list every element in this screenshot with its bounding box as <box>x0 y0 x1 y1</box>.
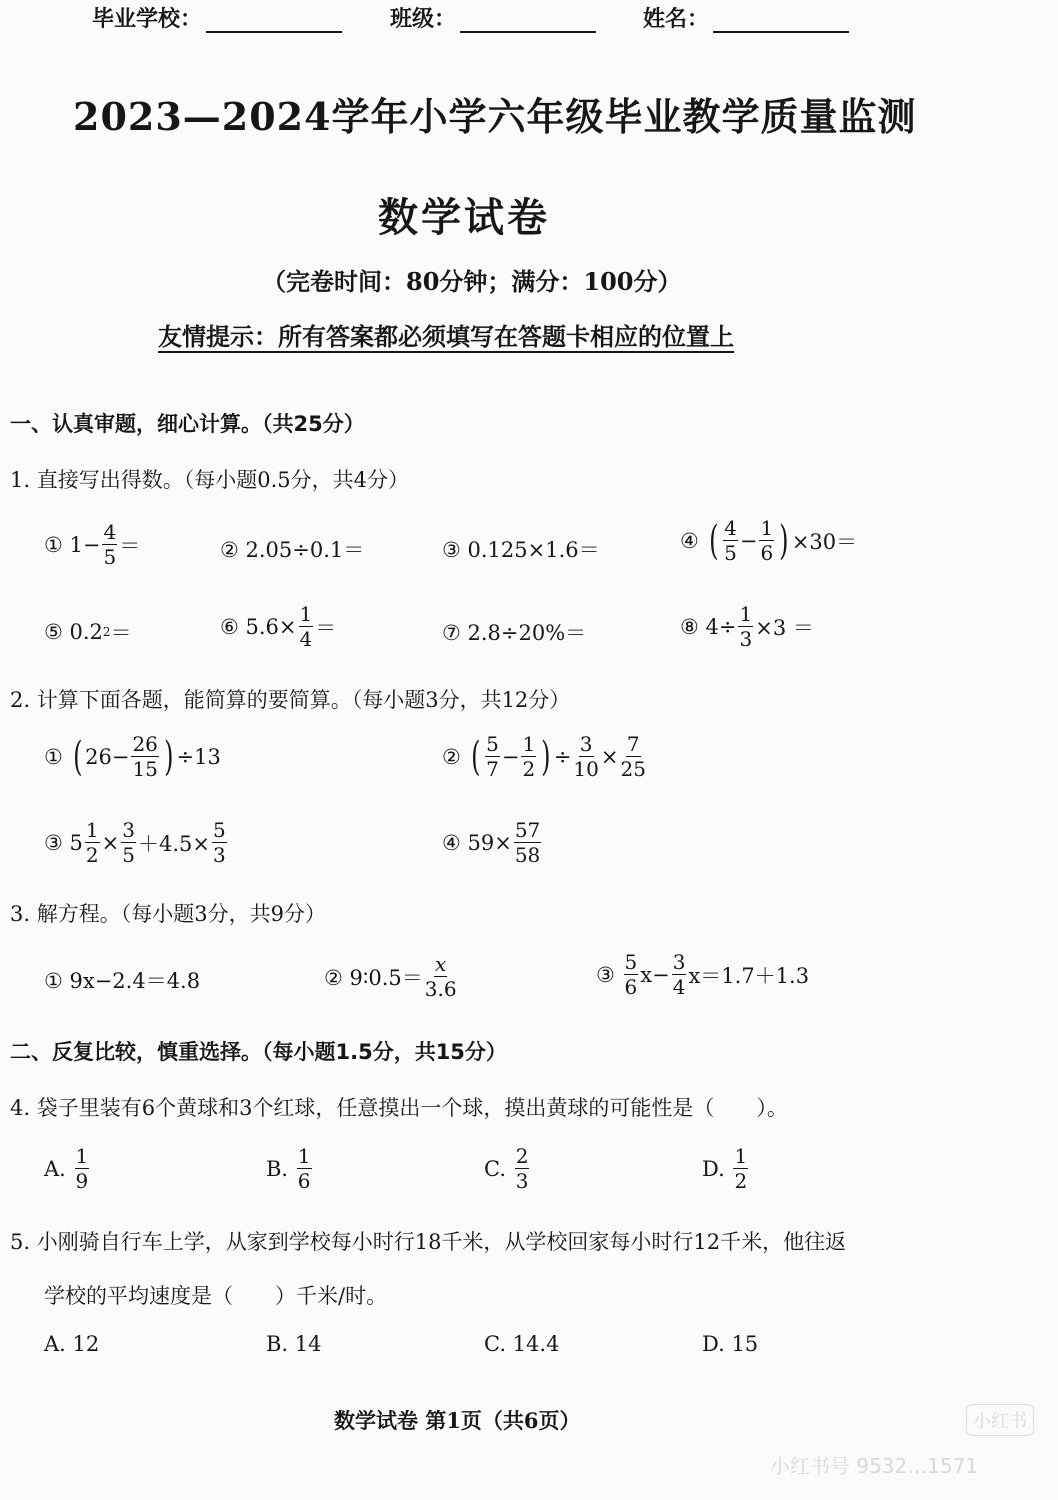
q1-item-4 <box>680 518 857 563</box>
fraction <box>759 518 774 563</box>
section1-heading: 一、认真审题，细心计算。（共25分） <box>10 412 365 436</box>
numerator: 1 <box>85 818 99 842</box>
item-mark: ⑥ <box>220 614 239 639</box>
left-paren: ( <box>72 733 83 780</box>
q5-option-a: A. 12 <box>44 1332 100 1356</box>
numerator: 1 <box>760 516 774 540</box>
q4-option-d <box>702 1146 750 1191</box>
school-blank <box>206 11 342 33</box>
fraction <box>672 952 687 997</box>
fraction <box>131 734 158 779</box>
fraction <box>425 954 457 999</box>
denominator: 4 <box>299 627 313 651</box>
numerator: 1 <box>522 732 536 756</box>
numerator: 1 <box>739 602 753 626</box>
fraction <box>514 820 541 865</box>
denominator: 10 <box>573 757 599 781</box>
item-text: ＝ <box>315 615 337 640</box>
q5-option-d: D. 15 <box>702 1332 759 1356</box>
fraction <box>75 1146 90 1191</box>
item-mark: ① <box>44 532 63 557</box>
q1-item-2: ② 2.05÷0.1＝ <box>220 538 365 562</box>
denominator: 6 <box>624 975 638 999</box>
denominator: 3 <box>212 843 226 867</box>
item-text: ×3 ＝ <box>755 615 814 640</box>
right-paren: ) <box>779 517 789 564</box>
name-blank <box>713 11 849 33</box>
item-text: 4÷ <box>705 614 737 639</box>
q5-stem-line1: 5. 小刚骑自行车上学，从家到学校每小时行18千米，从学校回家每小时行12千米，他往返 <box>10 1230 847 1254</box>
q5-stem-line2: 学校的平均速度是（ ）千米/时。 <box>44 1284 388 1308</box>
numerator: 3 <box>579 732 593 756</box>
q1-item-3: ③ 0.125×1.6＝ <box>442 538 600 562</box>
numerator: 7 <box>626 732 640 756</box>
numerator: 1 <box>75 1144 89 1168</box>
item-text: × <box>101 830 120 855</box>
item-mark: ① <box>44 744 63 769</box>
q3-item-1: ① 9x−2.4＝4.8 <box>44 969 201 993</box>
numerator: 3 <box>672 950 686 974</box>
watermark-badge: 小红书 <box>966 1404 1034 1436</box>
fraction <box>521 734 536 779</box>
fraction <box>102 522 117 567</box>
item-text: 1− <box>69 532 101 557</box>
denominator: 2 <box>734 1169 748 1193</box>
option-label: B. <box>266 1156 289 1181</box>
school-label: 毕业学校： <box>92 7 203 32</box>
item-mark: ④ <box>680 528 699 553</box>
fraction <box>723 518 738 563</box>
exponent: 2 <box>102 625 111 639</box>
denominator: 6 <box>760 541 774 565</box>
name-label: 姓名： <box>643 7 710 32</box>
class-field <box>390 2 596 33</box>
item-mark: ③ <box>596 962 615 987</box>
time-info: （完卷时间：80分钟；满分：100分） <box>262 267 682 296</box>
item-text: x− <box>640 962 670 987</box>
watermark-id: 小红书号 9532…1571 <box>770 1454 979 1478</box>
q2-item-4 <box>442 820 543 865</box>
numerator: 2 <box>515 1144 529 1168</box>
tip-text: 友情提示：所有答案都必须填写在答题卡相应的位置上 <box>158 322 734 351</box>
exam-title: 2023—2024学年小学六年级毕业教学质量监测 <box>73 94 917 139</box>
item-text: × <box>600 744 619 769</box>
denominator: 7 <box>486 757 499 781</box>
numerator: 1 <box>297 1144 311 1168</box>
denominator: 6 <box>297 1169 311 1193</box>
right-paren: ) <box>164 733 174 780</box>
numerator: x <box>435 952 447 976</box>
item-text: 5.6× <box>245 614 297 639</box>
denominator: 58 <box>514 843 541 867</box>
fraction <box>485 734 500 779</box>
numerator: 1 <box>734 1144 748 1168</box>
denominator: 3 <box>515 1169 529 1193</box>
class-blank <box>460 11 596 33</box>
school-field <box>92 2 342 33</box>
denominator: 15 <box>132 757 158 781</box>
option-label: A. <box>44 1156 66 1181</box>
numerator: 3 <box>122 818 135 842</box>
q1-item-1 <box>44 522 140 567</box>
fraction <box>733 1146 748 1191</box>
q3-item-3 <box>596 952 809 997</box>
denominator: 3 <box>739 627 753 651</box>
fraction <box>299 604 314 649</box>
left-paren: ( <box>470 733 481 780</box>
fraction <box>620 734 645 779</box>
q4-option-a <box>44 1146 91 1191</box>
denominator: 2 <box>85 843 99 867</box>
item-mark: ② 9∶0.5＝ <box>324 965 423 990</box>
right-paren: ) <box>541 733 551 780</box>
fraction <box>573 734 598 779</box>
denominator: 5 <box>103 545 117 569</box>
q1-item-6 <box>220 604 336 649</box>
denominator: 9 <box>75 1169 89 1193</box>
item-text: ＝ <box>119 533 141 558</box>
q5-option-c: C. 14.4 <box>484 1332 560 1356</box>
numerator: 5 <box>486 732 499 756</box>
class-label: 班级： <box>390 7 457 32</box>
q1-stem: 1. 直接写出得数。（每小题0.5分，共4分） <box>10 468 409 492</box>
section2-heading: 二、反复比较，慎重选择。（每小题1.5分，共15分） <box>10 1040 507 1064</box>
option-label: D. <box>702 1156 725 1181</box>
numerator: 5 <box>212 818 226 842</box>
q4-option-c <box>484 1146 531 1191</box>
fraction <box>85 820 100 865</box>
fraction <box>297 1146 312 1191</box>
item-text: ÷13 <box>176 744 221 769</box>
item-mark: ⑤ 0.2 <box>44 620 103 644</box>
q1-item-5 <box>44 617 132 647</box>
fraction <box>121 820 136 865</box>
fraction <box>212 820 227 865</box>
fraction <box>738 604 753 649</box>
item-text: − <box>739 528 758 553</box>
item-text: ×30＝ <box>791 529 858 554</box>
item-text: ＝ <box>110 621 132 645</box>
denominator: 4 <box>672 975 686 999</box>
q2-item-1 <box>44 734 221 779</box>
item-text: − <box>501 744 520 769</box>
item-mark: ③ 5 <box>44 830 83 855</box>
denominator: 5 <box>122 843 135 867</box>
q1-item-7: ⑦ 2.8÷20%＝ <box>442 621 587 645</box>
fraction <box>515 1146 530 1191</box>
name-field <box>643 2 849 33</box>
numerator: 5 <box>624 950 638 974</box>
q2-stem: 2. 计算下面各题，能简算的要简算。（每小题3分，共12分） <box>10 688 571 712</box>
numerator: 57 <box>514 818 541 842</box>
q5-option-b: B. 14 <box>266 1332 322 1356</box>
denominator: 25 <box>620 757 646 781</box>
denominator: 3.6 <box>424 977 457 1001</box>
denominator: 2 <box>522 757 536 781</box>
item-mark: ⑧ <box>680 614 699 639</box>
item-mark: ② <box>442 744 461 769</box>
item-text: x＝1.7＋1.3 <box>688 963 810 988</box>
q3-item-2 <box>324 954 459 999</box>
item-mark: ④ 59× <box>442 830 512 855</box>
numerator: 4 <box>724 516 737 540</box>
q4-option-b <box>266 1146 314 1191</box>
numerator: 4 <box>103 520 117 544</box>
left-paren: ( <box>708 517 719 564</box>
numerator: 1 <box>299 602 313 626</box>
item-text: ＋4.5× <box>137 831 210 856</box>
q2-item-3 <box>44 820 229 865</box>
fraction <box>624 952 639 997</box>
option-label: C. <box>484 1156 506 1181</box>
q3-stem: 3. 解方程。（每小题3分，共9分） <box>10 902 326 926</box>
item-text: ÷ <box>553 744 572 769</box>
denominator: 5 <box>724 541 737 565</box>
q1-item-8 <box>680 604 814 649</box>
q4-stem: 4. 袋子里装有6个黄球和3个红球，任意摸出一个球，摸出黄球的可能性是（ ）。 <box>10 1096 788 1120</box>
q2-item-2 <box>442 734 648 779</box>
numerator: 26 <box>132 732 158 756</box>
page-footer: 数学试卷 第1页（共6页） <box>334 1408 581 1433</box>
subject-title: 数学试卷 <box>378 194 550 241</box>
item-text: 26− <box>85 744 130 769</box>
